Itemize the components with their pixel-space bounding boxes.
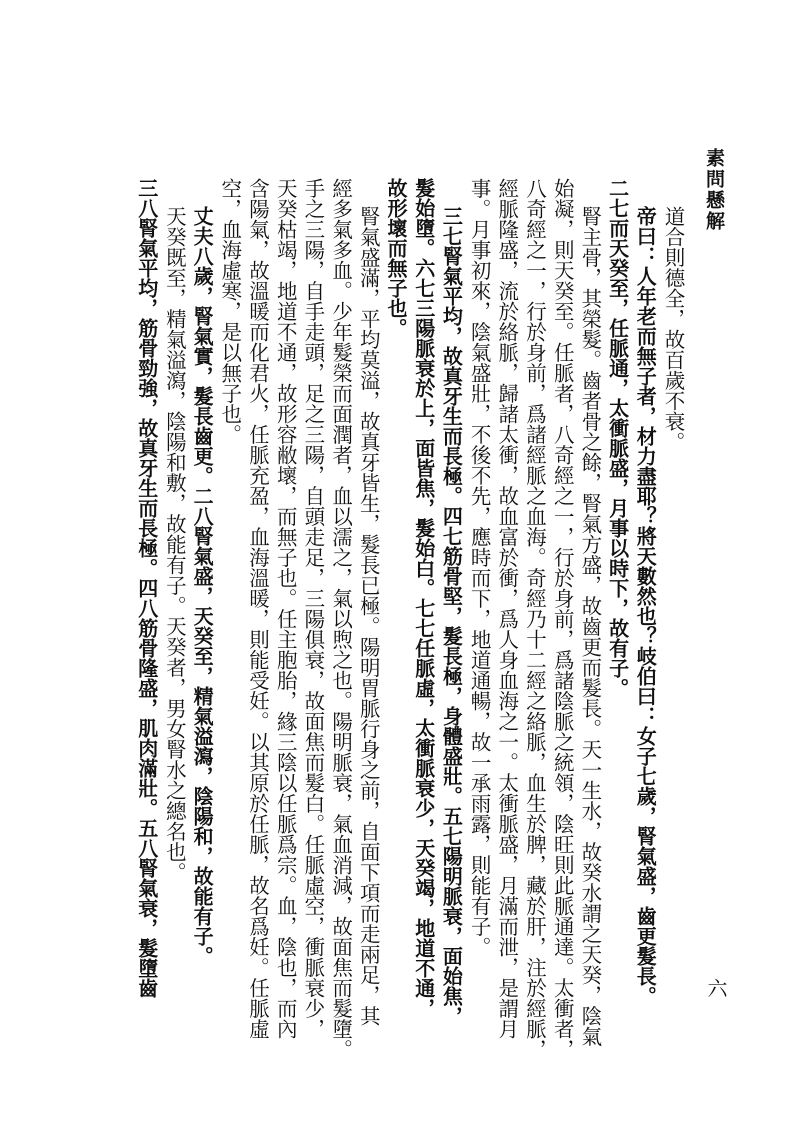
text-column: 空，血海虛寒，是以無子也。 [217, 178, 242, 445]
text-column: 三七腎氣平均，故真牙生而長極。四七筋骨堅，髮長極，身體盛壯。五七陽明脈衰，面始焦， [439, 206, 464, 1026]
text-column: 事。月事初來，陰氣盛壯，不後不先，應時而下，地道通暢，故一承雨露，則能有子。 [467, 178, 492, 957]
text-column: 髮始墮。六七三陽脈衰於上，面皆焦，髮始白。七七任脈虛，太衝脈衰少，天癸竭，地道不通， [411, 178, 436, 1018]
text-column: 手之三陽，自手走頭，足之三陽，自頭走足，三陽俱衰，故面焦而髮白。任脈虛空，衝脈衰少， [300, 178, 325, 1039]
text-column: 天癸枯竭，地道不通，故形容敝壞，而無子也。任主胞胎，緣三陰以任脈爲宗。血，陰也，而內 [273, 178, 298, 1039]
text-column: 丈夫八歲，腎氣實，髮長齒更。二八腎氣盛，天癸至，精氣溢瀉，陰陽和，故能有子。 [190, 206, 215, 966]
text-column: 道合則德全，故百歲不衰。 [661, 206, 685, 452]
text-column: 二七而天癸至，任脈通，太衝脈盛，月事以時下，故有子。 [605, 178, 630, 698]
text-column: 天癸既至，精氣溢瀉，陰陽和敷，故能有子。天癸者，男女腎水之總名也。 [162, 206, 187, 883]
text-column: 帝曰：人年老而無子者，材力盡耶？將天數然也？岐伯曰：女子七歲，腎氣盛，齒更髮長。 [633, 206, 658, 1006]
text-column: 八奇經之一，行於身前，爲諸經脈之血海。奇經乃十二經之絡脈，血生於脾，藏於肝，注於經脈， [522, 178, 547, 1060]
text-column: 經脈隆盛，流於絡脈，歸諸太衝，故血富於衝，爲人身血海之一。太衝脈盛，月滿而泄，是謂月 [494, 178, 519, 1039]
text-column: 始凝，則天癸至。任脈者，八奇經之一，行於身前，爲諸陰脈之統領，陰旺則此脈通達。太衝者， [550, 178, 575, 1060]
text-column: 經多氣多血。少年髮榮而面潤者，血以濡之，氣以煦之也。陽明脈衰，氣血消減，故面焦而髮墮。 [328, 178, 353, 1060]
page-header-title: 素問懸解 [703, 148, 725, 232]
text-column: 三八腎氣平均，筋骨勁強，故真牙生而長極。四八筋骨隆盛，肌肉滿壯。五八腎氣衰，髮墮齒 [134, 178, 159, 998]
text-column: 含陽氣，故溫暖而化君火，任脈充盈，血海溫暖，則能受妊。以其原於任脈，故名爲妊。任脈虛 [245, 178, 270, 1039]
page-number: 六 [704, 978, 728, 998]
text-column: 腎主骨，其榮髮。齒者骨之餘，腎氣方盛，故齒更而髮長。天一生水，故癸水謂之天癸，陰氣 [577, 206, 602, 1047]
text-column: 腎氣盛滿，平均莫溢，故真牙皆生，髮長已極。陽明胃脈行身之前，自面下項而走兩足，其 [356, 206, 381, 1026]
text-column: 故形壞而無子也。 [384, 178, 408, 338]
